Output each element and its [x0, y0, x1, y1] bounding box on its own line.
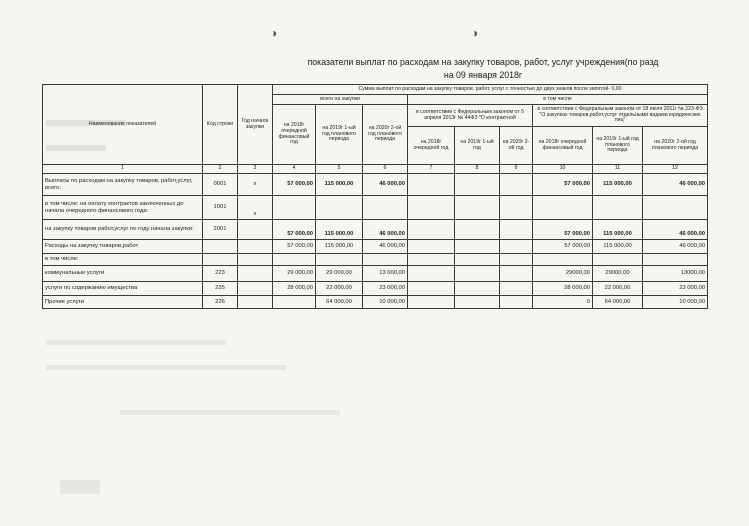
column-numbers-row [43, 165, 708, 174]
row-44-2020 [500, 196, 533, 220]
row-code: 226 [203, 296, 238, 309]
row-223-2020: 10 000,00 [643, 296, 708, 309]
row-44-2018 [408, 174, 455, 196]
column-number: 2 [203, 165, 238, 174]
row-code [203, 254, 238, 266]
table-row [43, 282, 708, 296]
row-223-2018: 28 000,00 [533, 282, 593, 296]
header-total-2018: на 2018г очередной финансовый год [273, 105, 316, 165]
row-223-2019 [593, 254, 643, 266]
row-44-2018 [408, 282, 455, 296]
row-223-2018: 57 000,00 [533, 220, 593, 240]
row-44-2020 [500, 240, 533, 254]
row-total-2018: 29 000,00 [273, 266, 316, 282]
table-row [43, 240, 708, 254]
row-44-2020 [500, 254, 533, 266]
table-row [43, 296, 708, 309]
row-total-2020: 46 000,00 [363, 220, 408, 240]
row-223-2018: 29000,00 [533, 266, 593, 282]
row-mark [238, 282, 273, 296]
row-223-2020 [643, 254, 708, 266]
row-223-2018: 57 000,00 [533, 174, 593, 196]
row-total-2020: 13 000,00 [363, 266, 408, 282]
row-name: Прочие услуги [43, 296, 203, 309]
row-total-2019: 64 000,00 [316, 296, 363, 309]
column-number: 8 [455, 165, 500, 174]
column-number: 4 [273, 165, 316, 174]
header-name: Наименование показателей [43, 85, 203, 165]
header-223-2020: на 2020г 2-ой год планового периода [643, 127, 708, 165]
row-44-2018 [408, 240, 455, 254]
row-code: 223 [203, 266, 238, 282]
row-total-2018: 57 000,00 [273, 174, 316, 196]
row-code [203, 240, 238, 254]
row-code: 0001 [203, 174, 238, 196]
row-name: Расходы на закупку товаров,работ [43, 240, 203, 254]
row-total-2019 [316, 254, 363, 266]
row-44-2020 [500, 174, 533, 196]
row-44-2020 [500, 296, 533, 309]
header-code: Код строки [203, 85, 238, 165]
row-total-2018: 57 000,00 [273, 240, 316, 254]
row-total-2018: 57 000,00 [273, 220, 316, 240]
table-row [43, 196, 708, 220]
row-44-2019 [455, 240, 500, 254]
show-through-5 [120, 410, 340, 415]
row-total-2018 [273, 196, 316, 220]
header-44-2019: на 2019г 1-ый год [455, 127, 500, 165]
row-44-2019 [455, 296, 500, 309]
header-total-2020: на 2020г 2-ой год планового периода [363, 105, 408, 165]
header-total: всего на закупки [273, 95, 408, 105]
row-mark: х [238, 196, 273, 220]
row-223-2018 [533, 254, 593, 266]
row-total-2019: 22 000,00 [316, 282, 363, 296]
header-total-2019: на 2019г 1-ый год планового периода [316, 105, 363, 165]
row-total-2020 [363, 196, 408, 220]
header-law-44: в соответствии с Федеральным законом от 5 апреля 2013г № 44ФЗ "О контрактной [408, 105, 533, 127]
row-name: на закупку товаров работ,услуг по году начала закупки: [43, 220, 203, 240]
column-number: 12 [643, 165, 708, 174]
row-total-2020: 46 000,00 [363, 240, 408, 254]
row-223-2019: 22 000,00 [593, 282, 643, 296]
row-total-2020: 23 000,00 [363, 282, 408, 296]
table-row [43, 266, 708, 282]
payments-table [42, 84, 708, 309]
header-223-2019: на 2019г 1-ый год планового периода [593, 127, 643, 165]
row-code: 225 [203, 282, 238, 296]
row-total-2019: 115 000,00 [316, 220, 363, 240]
column-number: 7 [408, 165, 455, 174]
row-total-2019: 115 000,00 [316, 174, 363, 196]
row-223-2020: 23 000,00 [643, 282, 708, 296]
row-223-2018: 57 000,00 [533, 240, 593, 254]
row-223-2019: 115 000,00 [593, 240, 643, 254]
row-total-2019 [316, 196, 363, 220]
row-44-2018 [408, 196, 455, 220]
show-through-6 [60, 480, 100, 494]
row-223-2019: 115 000,00 [593, 174, 643, 196]
row-44-2019 [455, 282, 500, 296]
row-name: в том числе: на оплату контрактов заключенных до начала очередного финансового года: [43, 196, 203, 220]
column-number: 6 [363, 165, 408, 174]
row-44-2018 [408, 266, 455, 282]
column-number: 10 [533, 165, 593, 174]
row-223-2019 [593, 196, 643, 220]
row-44-2018 [408, 254, 455, 266]
row-total-2020: 10 000,00 [363, 296, 408, 309]
row-223-2020: 46 000,00 [643, 174, 708, 196]
row-44-2020 [500, 282, 533, 296]
row-mark: х [238, 174, 273, 196]
row-223-2020: 13000,00 [643, 266, 708, 282]
row-44-2019 [455, 174, 500, 196]
column-number: 5 [316, 165, 363, 174]
header-44-2020: на 2020г 2-ой год [500, 127, 533, 165]
header-start-year: Год начала закупки [238, 85, 273, 165]
show-through-3 [46, 340, 226, 345]
row-name: коммунальные услуги [43, 266, 203, 282]
binder-hole-left: ◑ [270, 26, 278, 40]
row-44-2019 [455, 254, 500, 266]
row-44-2020 [500, 266, 533, 282]
row-total-2019: 115 000,00 [316, 240, 363, 254]
row-mark [238, 254, 273, 266]
show-through-4 [46, 365, 286, 370]
table-row [43, 220, 708, 240]
row-44-2020 [500, 220, 533, 240]
row-name: услуги по содержанию имущества [43, 282, 203, 296]
row-code: 2001 [203, 220, 238, 240]
row-223-2018: 0 [533, 296, 593, 309]
row-44-2019 [455, 266, 500, 282]
row-total-2018 [273, 296, 316, 309]
row-44-2019 [455, 196, 500, 220]
header-44-2018: на 2018г очередной год [408, 127, 455, 165]
row-name: в том числе: [43, 254, 203, 266]
row-total-2019: 29 000,00 [316, 266, 363, 282]
document-date: на 09 января 2018г [443, 70, 523, 80]
table-row [43, 174, 708, 196]
row-44-2018 [408, 296, 455, 309]
row-44-2018 [408, 220, 455, 240]
header-223-2018: на 2018г очередной финансовый год [533, 127, 593, 165]
row-total-2018 [273, 254, 316, 266]
row-223-2019: 29000,00 [593, 266, 643, 282]
row-mark [238, 266, 273, 282]
column-number: 3 [238, 165, 273, 174]
row-223-2020 [643, 196, 708, 220]
row-223-2019: 115 000,00 [593, 220, 643, 240]
row-223-2020: 46 000,00 [643, 240, 708, 254]
header-law-223: в соответствии с Федеральным законом от 18 июля 2011г № 223-ФЗ "О закупках товаров,работ,услуг отдельными видами юридических лиц" [533, 105, 708, 127]
column-number: 11 [593, 165, 643, 174]
column-number: 9 [500, 165, 533, 174]
header-sum: Сумма выплат по расходам на закупку товаров, работ, услуг с точностью до двух знаков после запятой- 0,00 [273, 85, 708, 95]
row-223-2020: 46 000,00 [643, 220, 708, 240]
table-row [43, 254, 708, 266]
row-total-2020 [363, 254, 408, 266]
row-code: 1001 [203, 196, 238, 220]
row-name: Выплаты по расходам на закупку товаров, работ,услуг, всего: [43, 174, 203, 196]
row-total-2018: 28 000,00 [273, 282, 316, 296]
row-mark [238, 240, 273, 254]
document-title: показатели выплат по расходам на закупку товаров, работ, услуг учреждения(по разд [307, 57, 659, 67]
row-total-2020: 46 000,00 [363, 174, 408, 196]
row-mark [238, 220, 273, 240]
binder-hole-right: ◑ [471, 26, 479, 40]
header-including: в том числе [408, 95, 708, 105]
row-223-2018 [533, 196, 593, 220]
row-44-2019 [455, 220, 500, 240]
column-number: 1 [43, 165, 203, 174]
row-mark [238, 296, 273, 309]
row-223-2019: 64 000,00 [593, 296, 643, 309]
